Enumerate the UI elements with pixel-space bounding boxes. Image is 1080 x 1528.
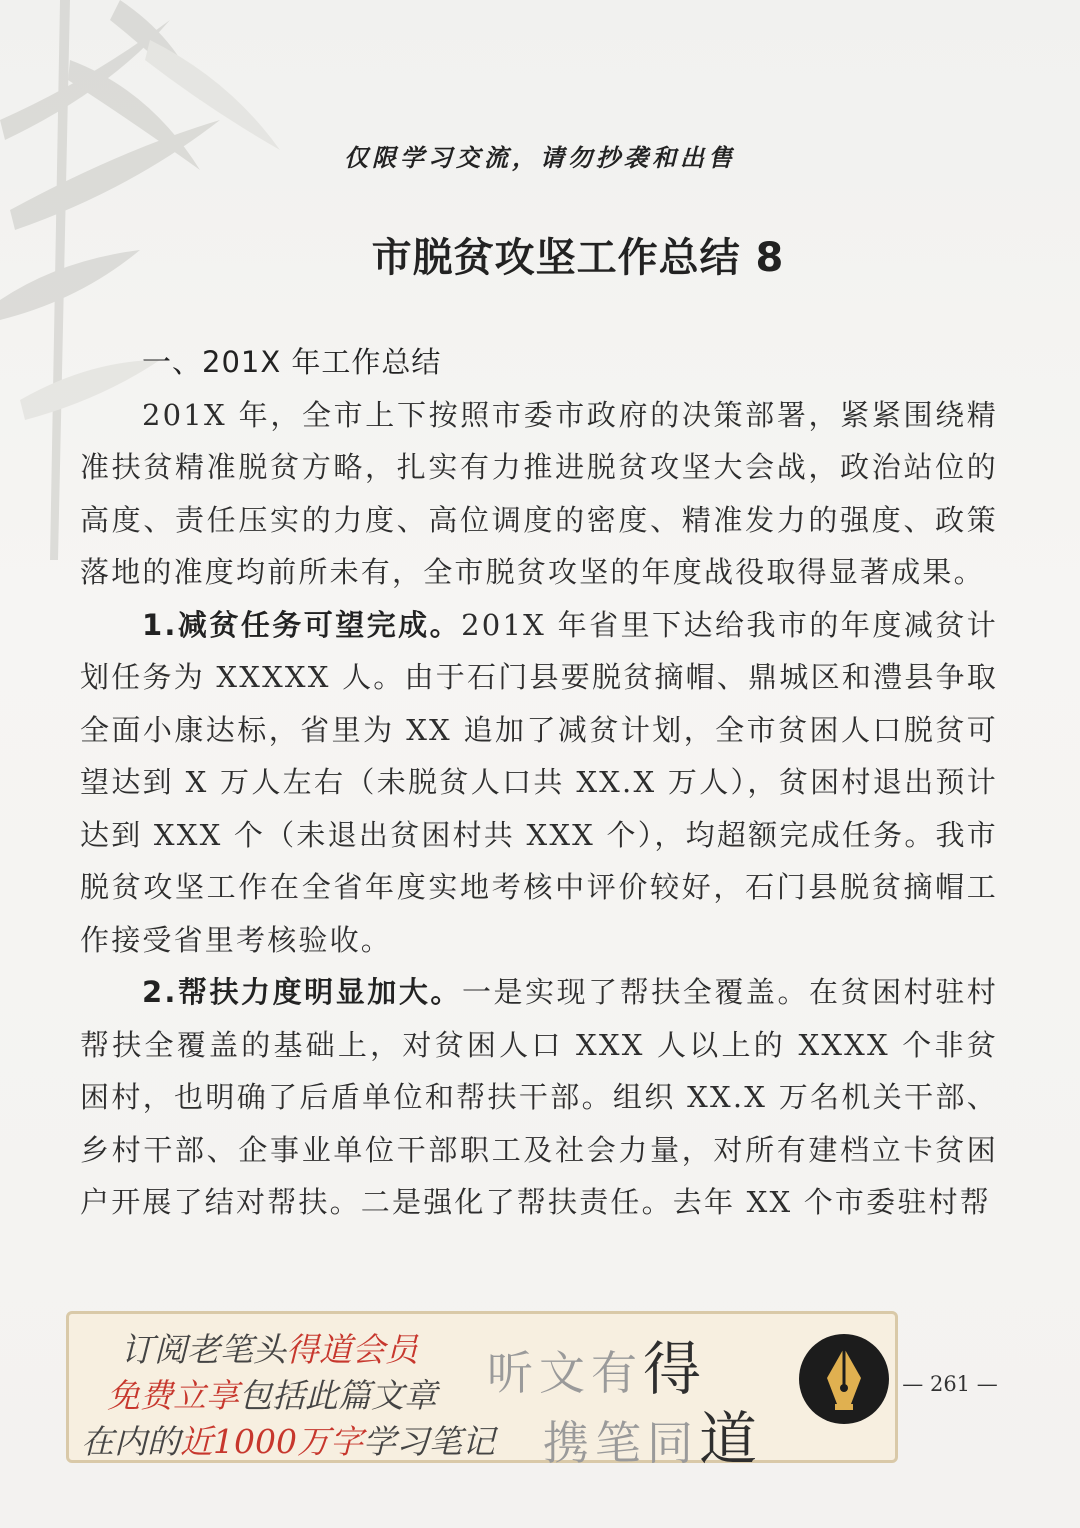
slogan-text: 携笔同 — [543, 1416, 699, 1470]
subscription-banner[interactable] — [66, 1311, 898, 1473]
banner-text: 在内的 — [81, 1422, 180, 1461]
section-heading: 一、201X 年工作总结 — [142, 345, 442, 379]
document-title: 市脱贫攻坚工作总结 8 — [371, 235, 785, 281]
slogan-emphasis: 得 — [643, 1335, 708, 1403]
banner-highlight: 近1000万字 — [180, 1422, 363, 1461]
banner-highlight: 得道会员 — [286, 1330, 418, 1369]
banner-line — [81, 1416, 495, 1463]
paragraph-lead: 1.减贫任务可望完成。 — [142, 607, 462, 642]
paragraph-intro — [80, 389, 998, 599]
slogan-text: 听文有 — [487, 1346, 643, 1400]
pen-nib-icon — [799, 1334, 889, 1424]
banner-slogan — [543, 1392, 763, 1476]
paragraph-text: 一是实现了帮扶全覆盖。在贫困村驻村帮扶全覆盖的基础上，对贫困人口 XXX 人以上的 XXXX 个非贫困村，也明确了后盾单位和帮扶干部。组织 XX.X 万名机关干部、乡村干部、企事业单位干部职工及社会力量，对所有建档立卡贫困户开展了结对帮扶。二是强化了帮扶责任。去年 XX 个市委驻村帮 — [80, 975, 998, 1219]
slogan-emphasis: 道 — [699, 1405, 764, 1473]
page-number: — 261 — — [902, 1372, 998, 1396]
document-body — [80, 336, 998, 1229]
banner-text: 学习笔记 — [362, 1422, 495, 1461]
banner-text: 包括此篇文章 — [239, 1376, 437, 1415]
paragraph-text: 201X 年，全市上下按照市委市政府的决策部署，紧紧围绕精准扶贫精准脱贫方略，扎实有力推进脱贫攻坚大会战，政治站位的高度、责任压实的力度、高位调度的密度、精准发力的强度、政策落地的准度均前所未有，全市脱贫攻坚的年度战役取得显著成果。 — [80, 397, 998, 589]
paragraph-assistance — [80, 966, 998, 1229]
paragraph-poverty-reduction — [80, 599, 998, 967]
copyright-notice: 仅限学习交流，请勿抄袭和出售 — [344, 143, 736, 172]
paragraph-text: 201X 年省里下达给我市的年度减贫计划任务为 XXXXX 人。由于石门县要脱贫摘帽、鼎城区和澧县争取全面小康达标，省里为 XX 追加了减贫计划，全市贫困人口脱贫可望达到 X 万人左右（未脱贫人口共 XX.X 万人），贫困村退出预计达到 XXX 个（未退出贫困村共 XXX 个），均超额完成任务。我市脱贫攻坚工作在全省年度实地考核中评价较好，石门县脱贫摘帽工作接受省里考核验收。 — [80, 607, 998, 957]
banner-line — [121, 1324, 418, 1371]
banner-text: 订阅老笔头 — [121, 1330, 286, 1369]
paragraph-lead: 2.帮扶力度明显加大。 — [142, 975, 462, 1009]
banner-line — [107, 1370, 437, 1417]
banner-highlight: 免费立享 — [107, 1376, 239, 1415]
